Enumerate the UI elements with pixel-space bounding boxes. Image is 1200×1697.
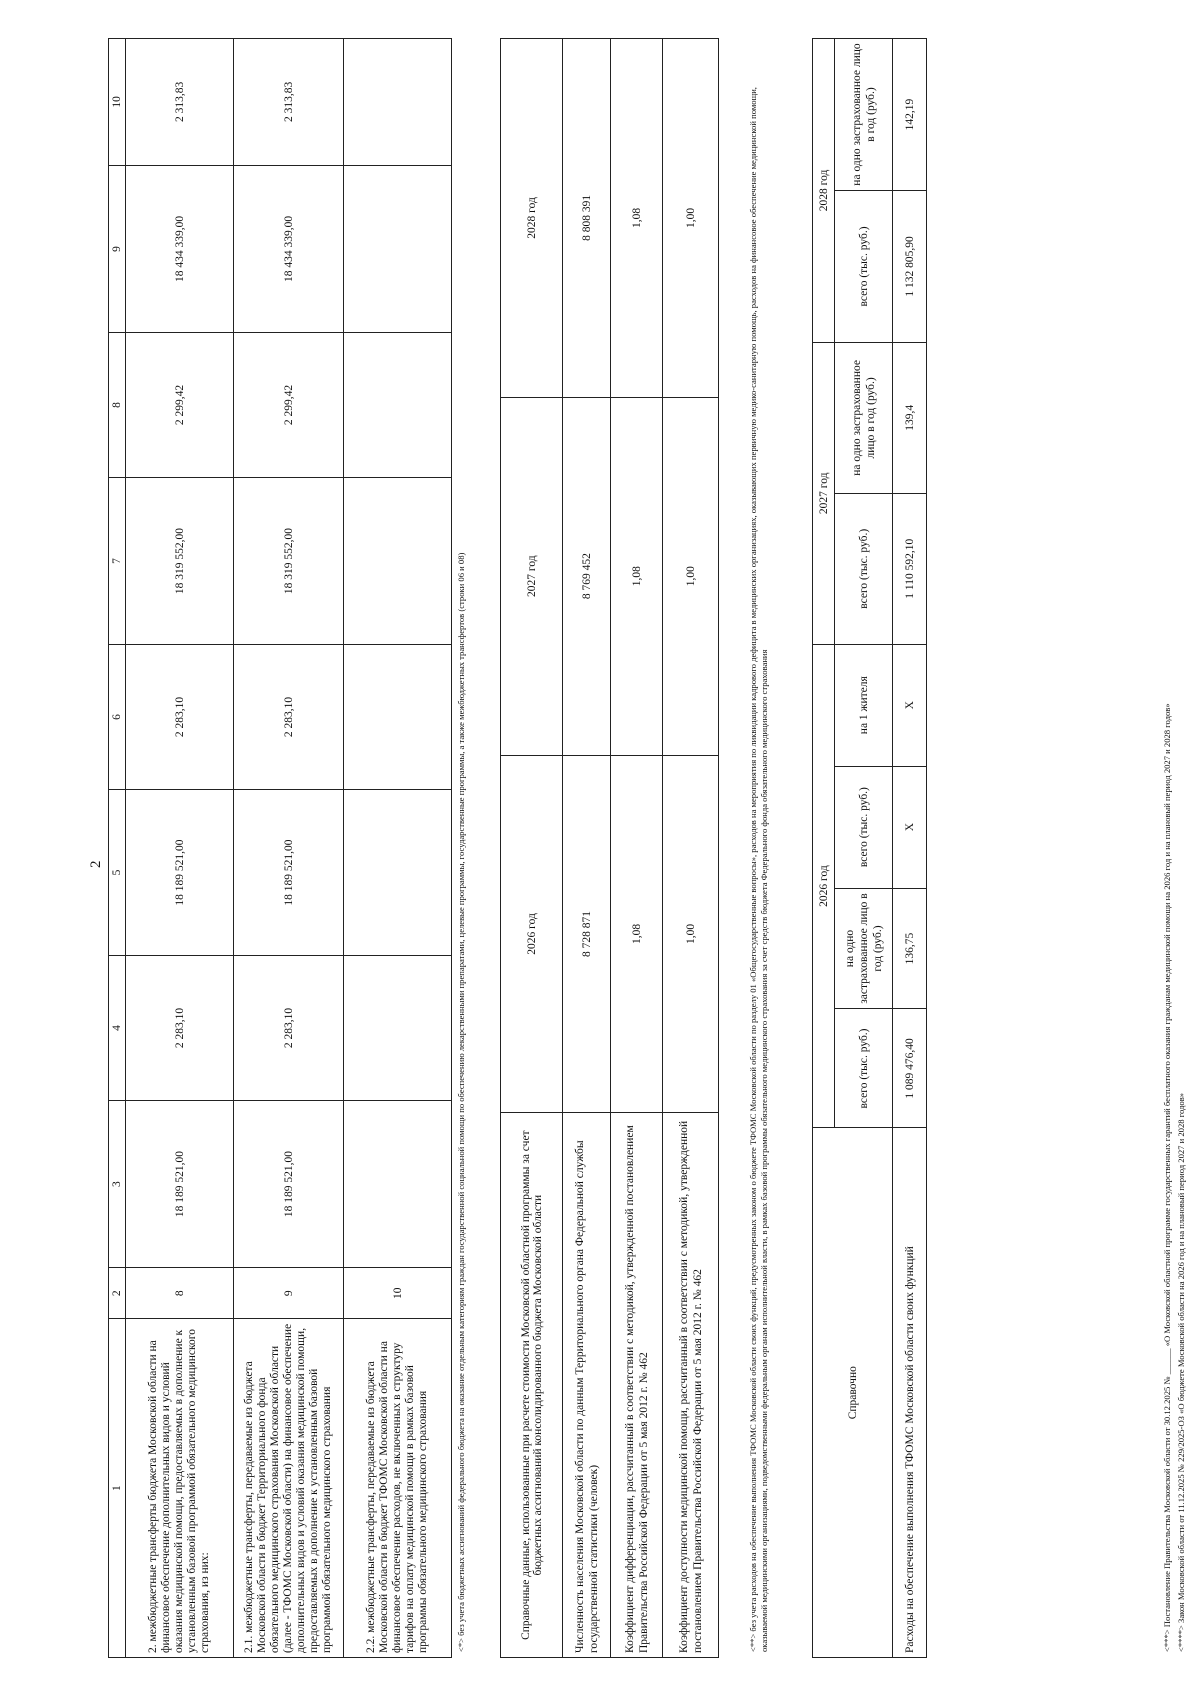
table-row bbox=[126, 39, 234, 1658]
table-row bbox=[663, 39, 719, 1658]
cell-value: 2 313,83 bbox=[234, 39, 344, 166]
table-header-row bbox=[501, 39, 563, 1658]
row-label: 2. межбюджетные трансферты бюджета Московской области на финансовое обеспечение дополнительных видов и условий оказания медицинской помощи, предоставляемых в дополнение к установленным базовой программой обязательного медицинского страхования, из них: bbox=[126, 1319, 234, 1658]
cell-value bbox=[344, 165, 452, 332]
year-header: 2028 год bbox=[813, 39, 835, 343]
subheader-cell: на одно застрахованное лицо в год (руб.) bbox=[835, 888, 893, 1009]
cell-value bbox=[344, 1100, 452, 1267]
cell-value bbox=[344, 39, 452, 166]
row-code: 9 bbox=[234, 1268, 344, 1319]
table-row bbox=[344, 39, 452, 1658]
row-label: Расходы на обеспечение выполнения ТФОМС Московской области своих функций bbox=[893, 1128, 927, 1658]
year-header: 2027 год bbox=[813, 342, 835, 644]
cell-value bbox=[344, 789, 452, 955]
footnote-1: <*> без учета бюджетных ассигнований федерального бюджета на оказание отдельным категориям граждан государственной социальной помощи по обеспечению лекарственными препаратами, целевые программы, государственные программы, а также межбюджетных трансфертов (строки 06 и 08) bbox=[456, 552, 466, 1652]
cell-value: 8 808 391 bbox=[563, 39, 611, 398]
header-cell: 6 bbox=[109, 645, 126, 790]
table-header-row bbox=[109, 39, 126, 1658]
cell-value: 18 189 521,00 bbox=[126, 789, 234, 955]
subheader-cell: всего (тыс. руб.) bbox=[835, 1009, 893, 1128]
cell-value bbox=[344, 645, 452, 790]
cell-value: 1,08 bbox=[611, 397, 663, 755]
header-cell: 2028 год bbox=[501, 39, 563, 398]
cell-value: 1,08 bbox=[611, 755, 663, 1113]
cell-value bbox=[344, 333, 452, 478]
subheader-cell: всего (тыс. руб.) bbox=[835, 766, 893, 888]
header-cell: Справочные данные, использованные при расчете стоимости Московской областной программы за счет бюджетных ассигнований консолидированного бюджета Московской области bbox=[501, 1113, 563, 1658]
cell-value: 2 283,10 bbox=[126, 645, 234, 790]
cell-value: 18 434 339,00 bbox=[126, 165, 234, 332]
cell-value: 2 283,10 bbox=[234, 645, 344, 790]
cell-value: 1,00 bbox=[663, 39, 719, 398]
cell-value: 8 728 871 bbox=[563, 755, 611, 1113]
subheader-cell: на одно застрахованное лицо в год (руб.) bbox=[835, 342, 893, 493]
page-number: 2 bbox=[88, 860, 104, 868]
cell-value bbox=[344, 956, 452, 1101]
year-header: 2026 год bbox=[813, 644, 835, 1128]
cell-value: 139,4 bbox=[893, 342, 927, 493]
cell-value: 18 319 552,00 bbox=[234, 477, 344, 644]
cell-value: 8 769 452 bbox=[563, 397, 611, 755]
row-label: 2.2. межбюджетные трансферты, передаваемые из бюджета Московской области в бюджет ТФОМС Московской области на финансовое обеспечение расходов, не включенных в структуру тарифов на оплату медицинской помощи в рамках базовой программы обязательного медицинского страхования bbox=[344, 1319, 452, 1658]
table-header-row bbox=[813, 39, 835, 1658]
subheader-cell: всего (тыс. руб.) bbox=[835, 191, 893, 343]
subheader-cell: на 1 жителя bbox=[835, 644, 893, 766]
financing-table bbox=[108, 38, 452, 1658]
cell-value: 2 299,42 bbox=[234, 333, 344, 478]
footnote-2: <**> без учета расходов на обеспечение выполнения ТФОМС Московской области своих функций, предусмотренных законом о бюджете ТФОМС Московской области по разделу 01 «Общегосударственные вопросы», расходов на мероприятия по ликвидации кадрового дефицита в медицинских организациях, оказывающих первичную медико-санитарную помощь, расходов на финансовое обеспечение медицинской помощи, оказываемой медицинскими организациями, подведомственными федеральным органам исполнительной власти, в рамках базовой программы обязательного медицинского страхования за счет средств бюджета Федерального фонда обязательного медицинского страхования bbox=[748, 87, 769, 1652]
subheader-cell: всего (тыс. руб.) bbox=[835, 493, 893, 644]
cell-value bbox=[344, 477, 452, 644]
header-cell: 1 bbox=[109, 1319, 126, 1658]
row-label: 2.1. межбюджетные трансферты, передаваемые из бюджета Московской области в бюджет Территориального фонда обязательного медицинского страхования Московской области (далее - ТФОМС Московской области) на финансовое обеспечение дополнительных видов и условий оказания медицинской помощи, предоставляемых в дополнение к установленным базовой программой обязательного медицинского страхования bbox=[234, 1319, 344, 1658]
header-cell: 2 bbox=[109, 1268, 126, 1319]
cell-value: 1 089 476,40 bbox=[893, 1009, 927, 1128]
cell-value: 18 189 521,00 bbox=[234, 1100, 344, 1267]
cell-value: 2 299,42 bbox=[126, 333, 234, 478]
row-code: 10 bbox=[344, 1268, 452, 1319]
cell-value: 2 283,10 bbox=[126, 956, 234, 1101]
rotated-landscape-page bbox=[80, 38, 1200, 1658]
cell-value: 1,00 bbox=[663, 755, 719, 1113]
table-row bbox=[234, 39, 344, 1658]
cell-value: 18 189 521,00 bbox=[234, 789, 344, 955]
cell-value: 1 110 592,10 bbox=[893, 493, 927, 644]
cell-value: X bbox=[893, 644, 927, 766]
subheader-cell: на одно застрахованное лицо в год (руб.) bbox=[835, 39, 893, 191]
table-row bbox=[893, 39, 927, 1658]
cell-value: 2 283,10 bbox=[234, 956, 344, 1101]
row-label: Коэффициент дифференциации, рассчитанный в соответствии с методикой, утвержденной постановлением Правительства Российской Федерации от 5 мая 2012 г. № 462 bbox=[611, 1113, 663, 1658]
header-cell: 2027 год bbox=[501, 397, 563, 755]
reference-data-table bbox=[500, 38, 719, 1658]
header-cell: 10 bbox=[109, 39, 126, 166]
header-cell: 3 bbox=[109, 1100, 126, 1267]
header-cell: Справочно bbox=[813, 1128, 893, 1658]
row-label: Коэффициент доступности медицинской помощи, рассчитанный в соответствии с методикой, утвержденной постановлением Правительства Российской Федерации от 5 мая 2012 г. № 462 bbox=[663, 1113, 719, 1658]
cell-value: X bbox=[893, 766, 927, 888]
footnote-4: <****> Закон Московской области от 11.12.2025 № 229/2025-ОЗ «О бюджете Московской области на 2026 год и на плановый период 2027 и 2028 годов» bbox=[1176, 1092, 1186, 1652]
header-cell: 4 bbox=[109, 956, 126, 1101]
header-cell: 2026 год bbox=[501, 755, 563, 1113]
table-row bbox=[563, 39, 611, 1658]
footnote-3: <***> Постановление Правительства Московской области от 30.12.2025 № ______ «О Московской областной программе государственных гарантий бесплатного оказания гражданам медицинской помощи на 2026 год и на плановый период 2027 и 2028 годов» bbox=[1162, 703, 1172, 1652]
cell-value: 1,08 bbox=[611, 39, 663, 398]
cell-value: 142,19 bbox=[893, 39, 927, 191]
cell-value: 18 434 339,00 bbox=[234, 165, 344, 332]
header-cell: 5 bbox=[109, 789, 126, 955]
row-code: 8 bbox=[126, 1268, 234, 1319]
cell-value: 1 132 805,90 bbox=[893, 191, 927, 343]
cell-value: 18 189 521,00 bbox=[126, 1100, 234, 1267]
header-cell: 9 bbox=[109, 165, 126, 332]
cell-value: 136,75 bbox=[893, 888, 927, 1009]
row-label: Численность населения Московской области по данным Территориального органа Федеральной службы государственной статистики (человек) bbox=[563, 1113, 611, 1658]
header-cell: 7 bbox=[109, 477, 126, 644]
table-row bbox=[611, 39, 663, 1658]
header-cell: 8 bbox=[109, 333, 126, 478]
reference-expenses-table bbox=[812, 38, 927, 1658]
cell-value: 1,00 bbox=[663, 397, 719, 755]
cell-value: 2 313,83 bbox=[126, 39, 234, 166]
cell-value: 18 319 552,00 bbox=[126, 477, 234, 644]
